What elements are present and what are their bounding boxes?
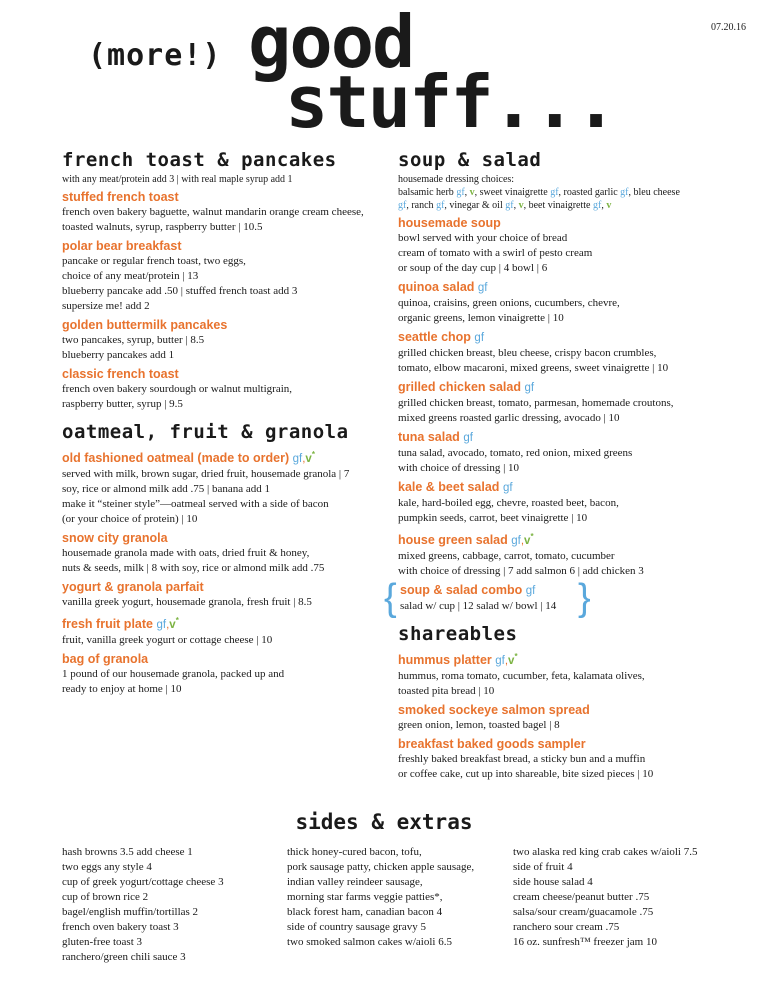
item-description-line: supersize me! add 2: [62, 300, 150, 312]
item-description-line: mixed greens roasted garlic dressing, avocado | 10: [398, 412, 620, 424]
item-description-line: toasted pita bread | 10: [398, 685, 495, 698]
menu-item: [398, 702, 738, 733]
asterisk-icon: *: [530, 532, 534, 541]
side-item: thick honey-cured bacon, tofu,: [287, 846, 422, 858]
sides-column-1: [62, 845, 224, 965]
item-name: [398, 279, 738, 296]
item-name: [62, 189, 392, 205]
gf-tag: gf: [511, 535, 521, 548]
side-item: indian valley reindeer sausage,: [287, 876, 423, 888]
menu-item: [62, 189, 392, 235]
menu-item: [62, 317, 392, 363]
side-item: ranchero/green chili sauce 3: [62, 951, 186, 963]
section-title-oatmeal: oatmeal, fruit & granola: [62, 421, 349, 443]
item-description-line: toasted walnuts, syrup, raspberry butter | 10.5: [62, 221, 263, 233]
item-description-line: tuna salad, avocado, tomato, red onion, mixed greens: [398, 447, 633, 459]
item-description-line: make it “steiner style”—oatmeal served with a side of bacon: [62, 498, 329, 511]
side-item: side of fruit 4: [513, 861, 573, 873]
item-name: [398, 702, 738, 718]
item-name-text: hummus platter: [398, 653, 492, 668]
item-description-line: green onion, lemon, toasted bagel | 8: [398, 719, 560, 732]
tag-comma: ,: [302, 453, 306, 466]
gf-tag: gf: [502, 482, 513, 494]
item-description-line: raspberry butter, syrup | 9.5: [62, 398, 183, 410]
vegetarian-tag: v: [508, 655, 515, 668]
menu-item: [62, 530, 392, 576]
asterisk-icon: *: [311, 450, 315, 459]
vegetarian-tag: v: [524, 535, 531, 548]
item-name: [398, 529, 738, 549]
right-column: [384, 148, 738, 782]
gf-tag: gf: [398, 200, 407, 211]
side-item: cup of brown rice 2: [62, 891, 149, 903]
item-name: [62, 579, 392, 595]
item-name-text: stuffed french toast: [62, 190, 179, 204]
item-name-text: classic french toast: [62, 367, 179, 381]
item-description-line: with choice of dressing | 7 add salmon 6 | add chicken 3: [398, 565, 644, 578]
dressing-list-2: gf, ranch gf, vinegar & oil gf, v, beet vinaigrette gf, v: [398, 200, 612, 211]
item-name-text: housemade soup: [398, 216, 501, 230]
item-description-line: hummus, roma tomato, cucumber, feta, kalamata olives,: [398, 670, 645, 683]
menu-item: [398, 329, 738, 376]
item-name-text: breakfast baked goods sampler: [398, 737, 586, 752]
item-description-line: with choice of dressing | 10: [398, 462, 520, 474]
item-description-line: two pancakes, syrup, butter | 8.5: [62, 334, 205, 346]
brace-left-icon: {: [384, 577, 397, 620]
item-name-text: bag of granola: [62, 652, 149, 667]
section-note-french: with any meat/protein add 3 | with real maple syrup add 1: [62, 174, 293, 185]
menu-item: [398, 215, 738, 276]
item-name-text: yogurt & granola parfait: [62, 580, 204, 595]
gf-tag: gf: [477, 282, 488, 294]
section-title-french: french toast & pancakes: [62, 149, 337, 171]
menu-item: [398, 479, 738, 526]
vegetarian-tag: v: [469, 187, 475, 198]
section-title-sides: sides & extras: [295, 810, 473, 834]
item-description-line: bowl served with your choice of bread: [398, 232, 568, 244]
gf-tag: gf: [550, 187, 559, 198]
vegetarian-tag: v: [518, 200, 524, 211]
item-name: [62, 238, 392, 254]
item-name-text: smoked sockeye salmon spread: [398, 703, 590, 718]
item-name: [62, 366, 392, 382]
header-good: good: [248, 0, 414, 84]
side-item: two alaska red king crab cakes w/aioli 7.5: [513, 846, 698, 858]
header-stuff: stuff...: [285, 60, 616, 144]
french-items: [62, 189, 392, 412]
item-description-line: grilled chicken breast, tomato, parmesan, homemade croutons,: [398, 397, 674, 409]
item-name-text: seattle chop: [398, 330, 471, 344]
item-description-line: fruit, vanilla greek yogurt or cottage cheese | 10: [62, 634, 273, 647]
side-item: morning star farms veggie patties*,: [287, 891, 443, 903]
item-name-text: snow city granola: [62, 531, 168, 546]
item-name: soup & salad combo gf: [400, 583, 536, 598]
gf-tag: gf: [436, 200, 445, 211]
asterisk-icon: *: [514, 652, 518, 662]
side-item: gluten-free toast 3: [62, 936, 143, 948]
vegetarian-tag: v: [606, 200, 612, 211]
gf-tag: gf: [156, 619, 167, 632]
item-description-line: tomato, elbow macaroni, mixed greens, sweet vinaigrette | 10: [398, 362, 669, 374]
menu-item: [398, 429, 738, 476]
item-name: [398, 649, 738, 669]
item-description-line: ready to enjoy at home | 10: [62, 683, 182, 696]
item-name: [62, 651, 392, 667]
side-item: salsa/sour cream/guacamole .75: [513, 906, 654, 918]
item-description-line: 1 pound of our housemade granola, packed up and: [62, 668, 285, 681]
side-item: two eggs any style 4: [62, 861, 152, 873]
item-description-line: housemade granola made with oats, dried fruit & honey,: [62, 547, 310, 560]
gf-tag: gf: [620, 187, 629, 198]
left-column: [62, 148, 392, 697]
item-description-line: nuts & seeds, milk | 8 with soy, rice or almond milk add .75: [62, 562, 325, 575]
menu-item: [398, 379, 738, 426]
item-description-line: grilled chicken breast, bleu cheese, crispy bacon crumbles,: [398, 347, 657, 359]
side-item: side of country sausage gravy 5: [287, 921, 426, 933]
sides-column-3: [513, 845, 698, 950]
item-description-line: quinoa, craisins, green onions, cucumbers, chevre,: [398, 297, 620, 309]
side-item: french oven bakery toast 3: [62, 921, 179, 933]
item-name-text: kale & beet salad: [398, 480, 500, 494]
menu-item: [398, 649, 738, 699]
vegetarian-tag: v: [305, 453, 312, 466]
gf-tag: gf: [593, 200, 602, 211]
item-name: [398, 329, 738, 346]
item-name: [62, 447, 392, 467]
item-name-text: grilled chicken salad: [398, 380, 521, 394]
tag-comma: ,: [166, 619, 170, 632]
asterisk-icon: *: [175, 616, 179, 626]
side-item: black forest ham, canadian bacon 4: [287, 906, 443, 918]
item-description-line: served with milk, brown sugar, dried fruit, housemade granola | 7: [62, 468, 350, 481]
combo-item: [384, 577, 738, 620]
menu-item: [398, 736, 738, 782]
vegetarian-tag: v: [169, 619, 176, 632]
tag-comma: ,: [504, 655, 509, 668]
item-description-line: blueberry pancake add .50 | stuffed french toast add 3: [62, 285, 298, 297]
soup-items: [398, 215, 738, 579]
item-description-line: pancake or regular french toast, two eggs,: [62, 255, 246, 267]
item-description-line: (or your choice of protein) | 10: [62, 513, 198, 526]
brace-right-icon: }: [578, 577, 591, 620]
item-description-line: kale, hard-boiled egg, chevre, roasted beet, bacon,: [398, 497, 619, 509]
item-name-text: golden buttermilk pancakes: [62, 318, 228, 332]
item-description-line: cream of tomato with a swirl of pesto cream: [398, 247, 593, 259]
gf-tag: gf: [463, 432, 473, 444]
shareables-items: [398, 649, 738, 782]
item-description-line: blueberry pancakes add 1: [62, 349, 175, 361]
menu-item: [62, 651, 392, 697]
item-description-line: french oven bakery baguette, walnut mandarin orange cream cheese,: [62, 206, 364, 218]
item-name: [62, 530, 392, 546]
gf-tag: gf: [524, 382, 535, 394]
item-description-line: choice of any meat/protein | 13: [62, 270, 199, 282]
item-description-line: pumpkin seeds, carrot, beet vinaigrette | 10: [398, 512, 588, 524]
section-title-soup: soup & salad: [398, 149, 542, 171]
item-description-line: or soup of the day cup | 4 bowl | 6: [398, 262, 548, 274]
item-name-text: old fashioned oatmeal (made to order): [62, 451, 290, 466]
side-item: hash browns 3.5 add cheese 1: [62, 846, 193, 858]
gf-tag: gf: [505, 200, 514, 211]
menu-item: [62, 579, 392, 610]
item-name-text: quinoa salad: [398, 280, 475, 294]
side-item: 16 oz. sunfresh™ freezer jam 10: [513, 936, 657, 948]
menu-date: 07.20.16: [711, 22, 746, 33]
side-item: cream cheese/peanut butter .75: [513, 891, 650, 903]
header-more: (more!): [88, 38, 222, 73]
gf-tag: gf: [292, 453, 303, 466]
gf-tag: gf: [495, 655, 505, 668]
item-description-line: vanilla greek yogurt, housemade granola, fresh fruit | 8.5: [62, 596, 312, 609]
item-name-text: tuna salad: [398, 430, 460, 444]
menu-item: [62, 447, 392, 527]
item-description-line: mixed greens, cabbage, carrot, tomato, cucumber: [398, 550, 615, 563]
item-description: salad w/ cup | 12 salad w/ bowl | 14: [400, 600, 557, 613]
side-item: side house salad 4: [513, 876, 593, 888]
item-name: [398, 215, 738, 231]
item-name: [398, 479, 738, 496]
item-name: [398, 736, 738, 752]
gf-tag: gf: [474, 332, 485, 344]
item-name: [62, 613, 392, 633]
dressing-note: housemade dressing choices:: [398, 174, 515, 185]
item-name: [398, 429, 738, 446]
menu-item: [62, 366, 392, 412]
menu-item: [62, 613, 392, 648]
section-title-shareables: shareables: [398, 623, 518, 646]
item-name: [398, 379, 738, 396]
menu-item: [62, 238, 392, 314]
item-description-line: freshly baked breakfast bread, a sticky bun and a muffin: [398, 753, 646, 766]
gf-tag: gf: [525, 585, 536, 598]
item-description-line: french oven bakery sourdough or walnut multigrain,: [62, 383, 293, 395]
tag-comma: ,: [520, 535, 525, 548]
side-item: bagel/english muffin/tortillas 2: [62, 906, 199, 918]
item-name: [62, 317, 392, 333]
gf-tag: gf: [456, 187, 465, 198]
side-item: ranchero sour cream .75: [513, 921, 620, 933]
menu-item: [398, 279, 738, 326]
oatmeal-items: [62, 447, 392, 697]
sides-column-2: [287, 845, 474, 950]
item-description-line: or coffee cake, cut up into shareable, bite sized pieces | 10: [398, 768, 654, 781]
side-item: pork sausage patty, chicken apple sausage,: [287, 861, 475, 873]
item-description-line: soy, rice or almond milk add .75 | banana add 1: [62, 483, 270, 496]
dressing-list-1: balsamic herb gf, v, sweet vinaigrette gf, roasted garlic gf, bleu cheese: [398, 187, 680, 198]
menu-item: [398, 529, 738, 579]
item-description-line: organic greens, lemon vinaigrette | 10: [398, 312, 564, 324]
item-name-text: fresh fruit plate: [62, 617, 153, 632]
side-item: two smoked salmon cakes w/aioli 6.5: [287, 936, 452, 948]
item-name-text: polar bear breakfast: [62, 239, 182, 253]
item-name-text: house green salad: [398, 533, 508, 548]
side-item: cup of greek yogurt/cottage cheese 3: [62, 876, 224, 888]
